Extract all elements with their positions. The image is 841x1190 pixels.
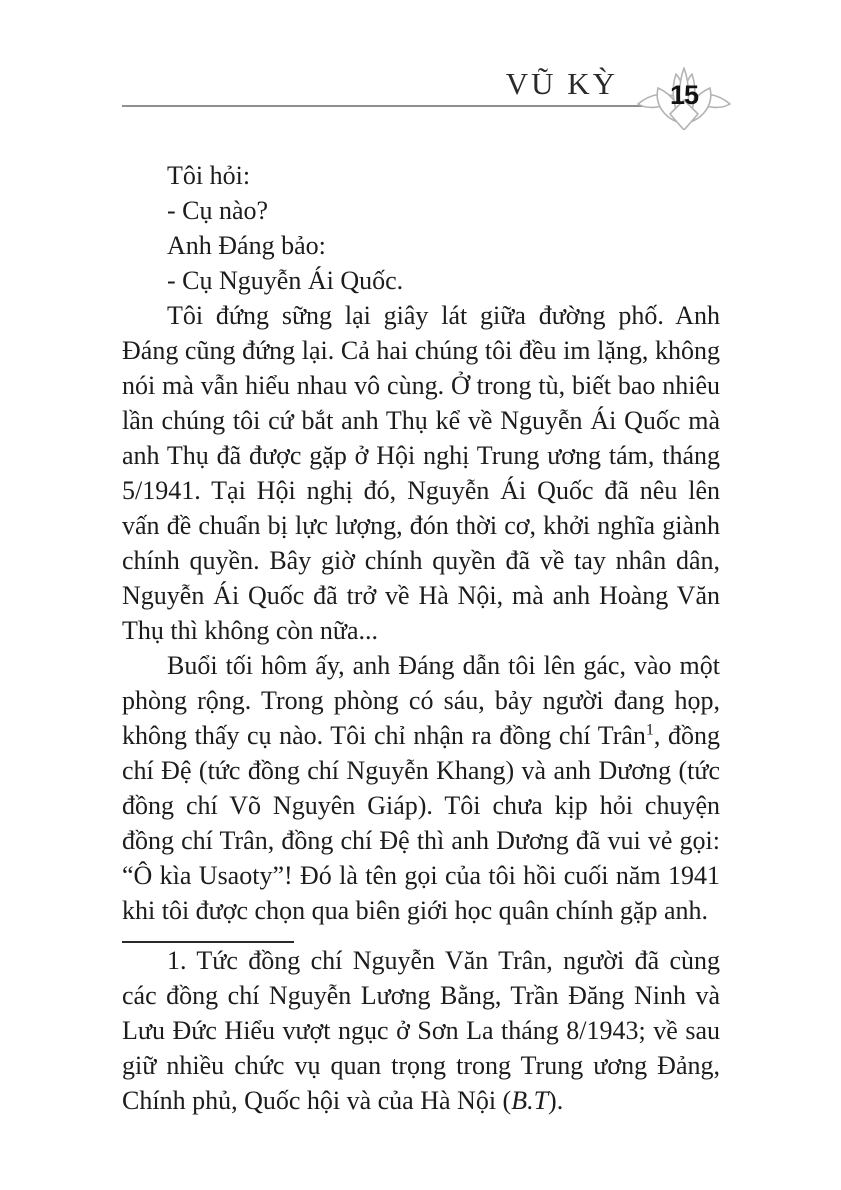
header-rule (122, 105, 652, 107)
footnote-text (122, 943, 720, 1118)
dialogue-line: - Cụ Nguyễn Ái Quốc. (167, 266, 404, 295)
paragraph-text-before-footnote-ref: Buổi tối hôm ấy, anh Đáng dẫn tôi lên gác, vào một phòng rộng. Trong phòng có sáu, bảy người đang họp, không thấy cụ nào. Tôi chỉ nhận ra đồng chí Trân (122, 651, 720, 750)
paragraph-evening-meeting (122, 648, 720, 928)
lotus-ornament (636, 64, 732, 130)
page-body (122, 158, 720, 1118)
dialogue-line: Tôi hỏi: (167, 161, 251, 190)
paragraph-street-scene (122, 298, 720, 648)
dialogue-line: - Cụ nào? (167, 196, 269, 225)
footnote-reference-superscript: 1 (645, 721, 654, 739)
footnote-editor-initials: B.T (511, 1086, 549, 1115)
page-number: 15 (669, 80, 699, 110)
page-header (0, 0, 841, 158)
paragraph-text: Tôi đứng sững lại giây lát giữa đường phố. Anh Đáng cũng đứng lại. Cả hai chúng tôi đều im lặng, không nói mà vẫn hiểu nhau vô cùng. Ở trong tù, biết bao nhiêu lần chúng tôi cứ bắt anh Thụ kể về Nguyễn Ái Quốc mà anh Thụ đã được gặp ở Hội nghị Trung ương tám, tháng 5/1941. Tại Hội nghị đó, Nguyễn Ái Quốc đã nêu lên vấn đề chuẩn bị lực lượng, đón thời cơ, khởi nghĩa giành chính quyền. Bây giờ chính quyền đã về tay nhân dân, Nguyễn Ái Quốc đã trở về Hà Nội, mà anh Hoàng Văn Thụ thì không còn nữa... (122, 301, 720, 645)
footnote-section (122, 941, 720, 1118)
paragraph-text-after-footnote-ref: , đồng chí Đệ (tức đồng chí Nguyễn Khang) và anh Dương (tức đồng chí Võ Nguyên Giáp). Tôi chưa kịp hỏi chuyện đồng chí Trân, đồng chí Đệ thì anh Dương đã vui vẻ gọi: “Ô kìa Usaoty”! Đó là tên gọi của tôi hồi cuối năm 1941 khi tôi được chọn qua biên giới học quân chính gặp anh. (122, 721, 721, 925)
footnote-closing: ). (548, 1086, 564, 1115)
footnote-main-text: 1. Tức đồng chí Nguyễn Văn Trân, người đã cùng các đồng chí Nguyễn Lương Bằng, Trần Đăng Ninh và Lưu Đức Hiểu vượt ngục ở Sơn La tháng 8/1943; về sau giữ nhiều chức vụ quan trọng trong Trung ương Đảng, Chính phủ, Quốc hội và của Hà Nội ( (122, 946, 720, 1115)
running-title: VŨ KỲ (505, 66, 618, 101)
dialogue-line: Anh Đáng bảo: (167, 231, 326, 260)
